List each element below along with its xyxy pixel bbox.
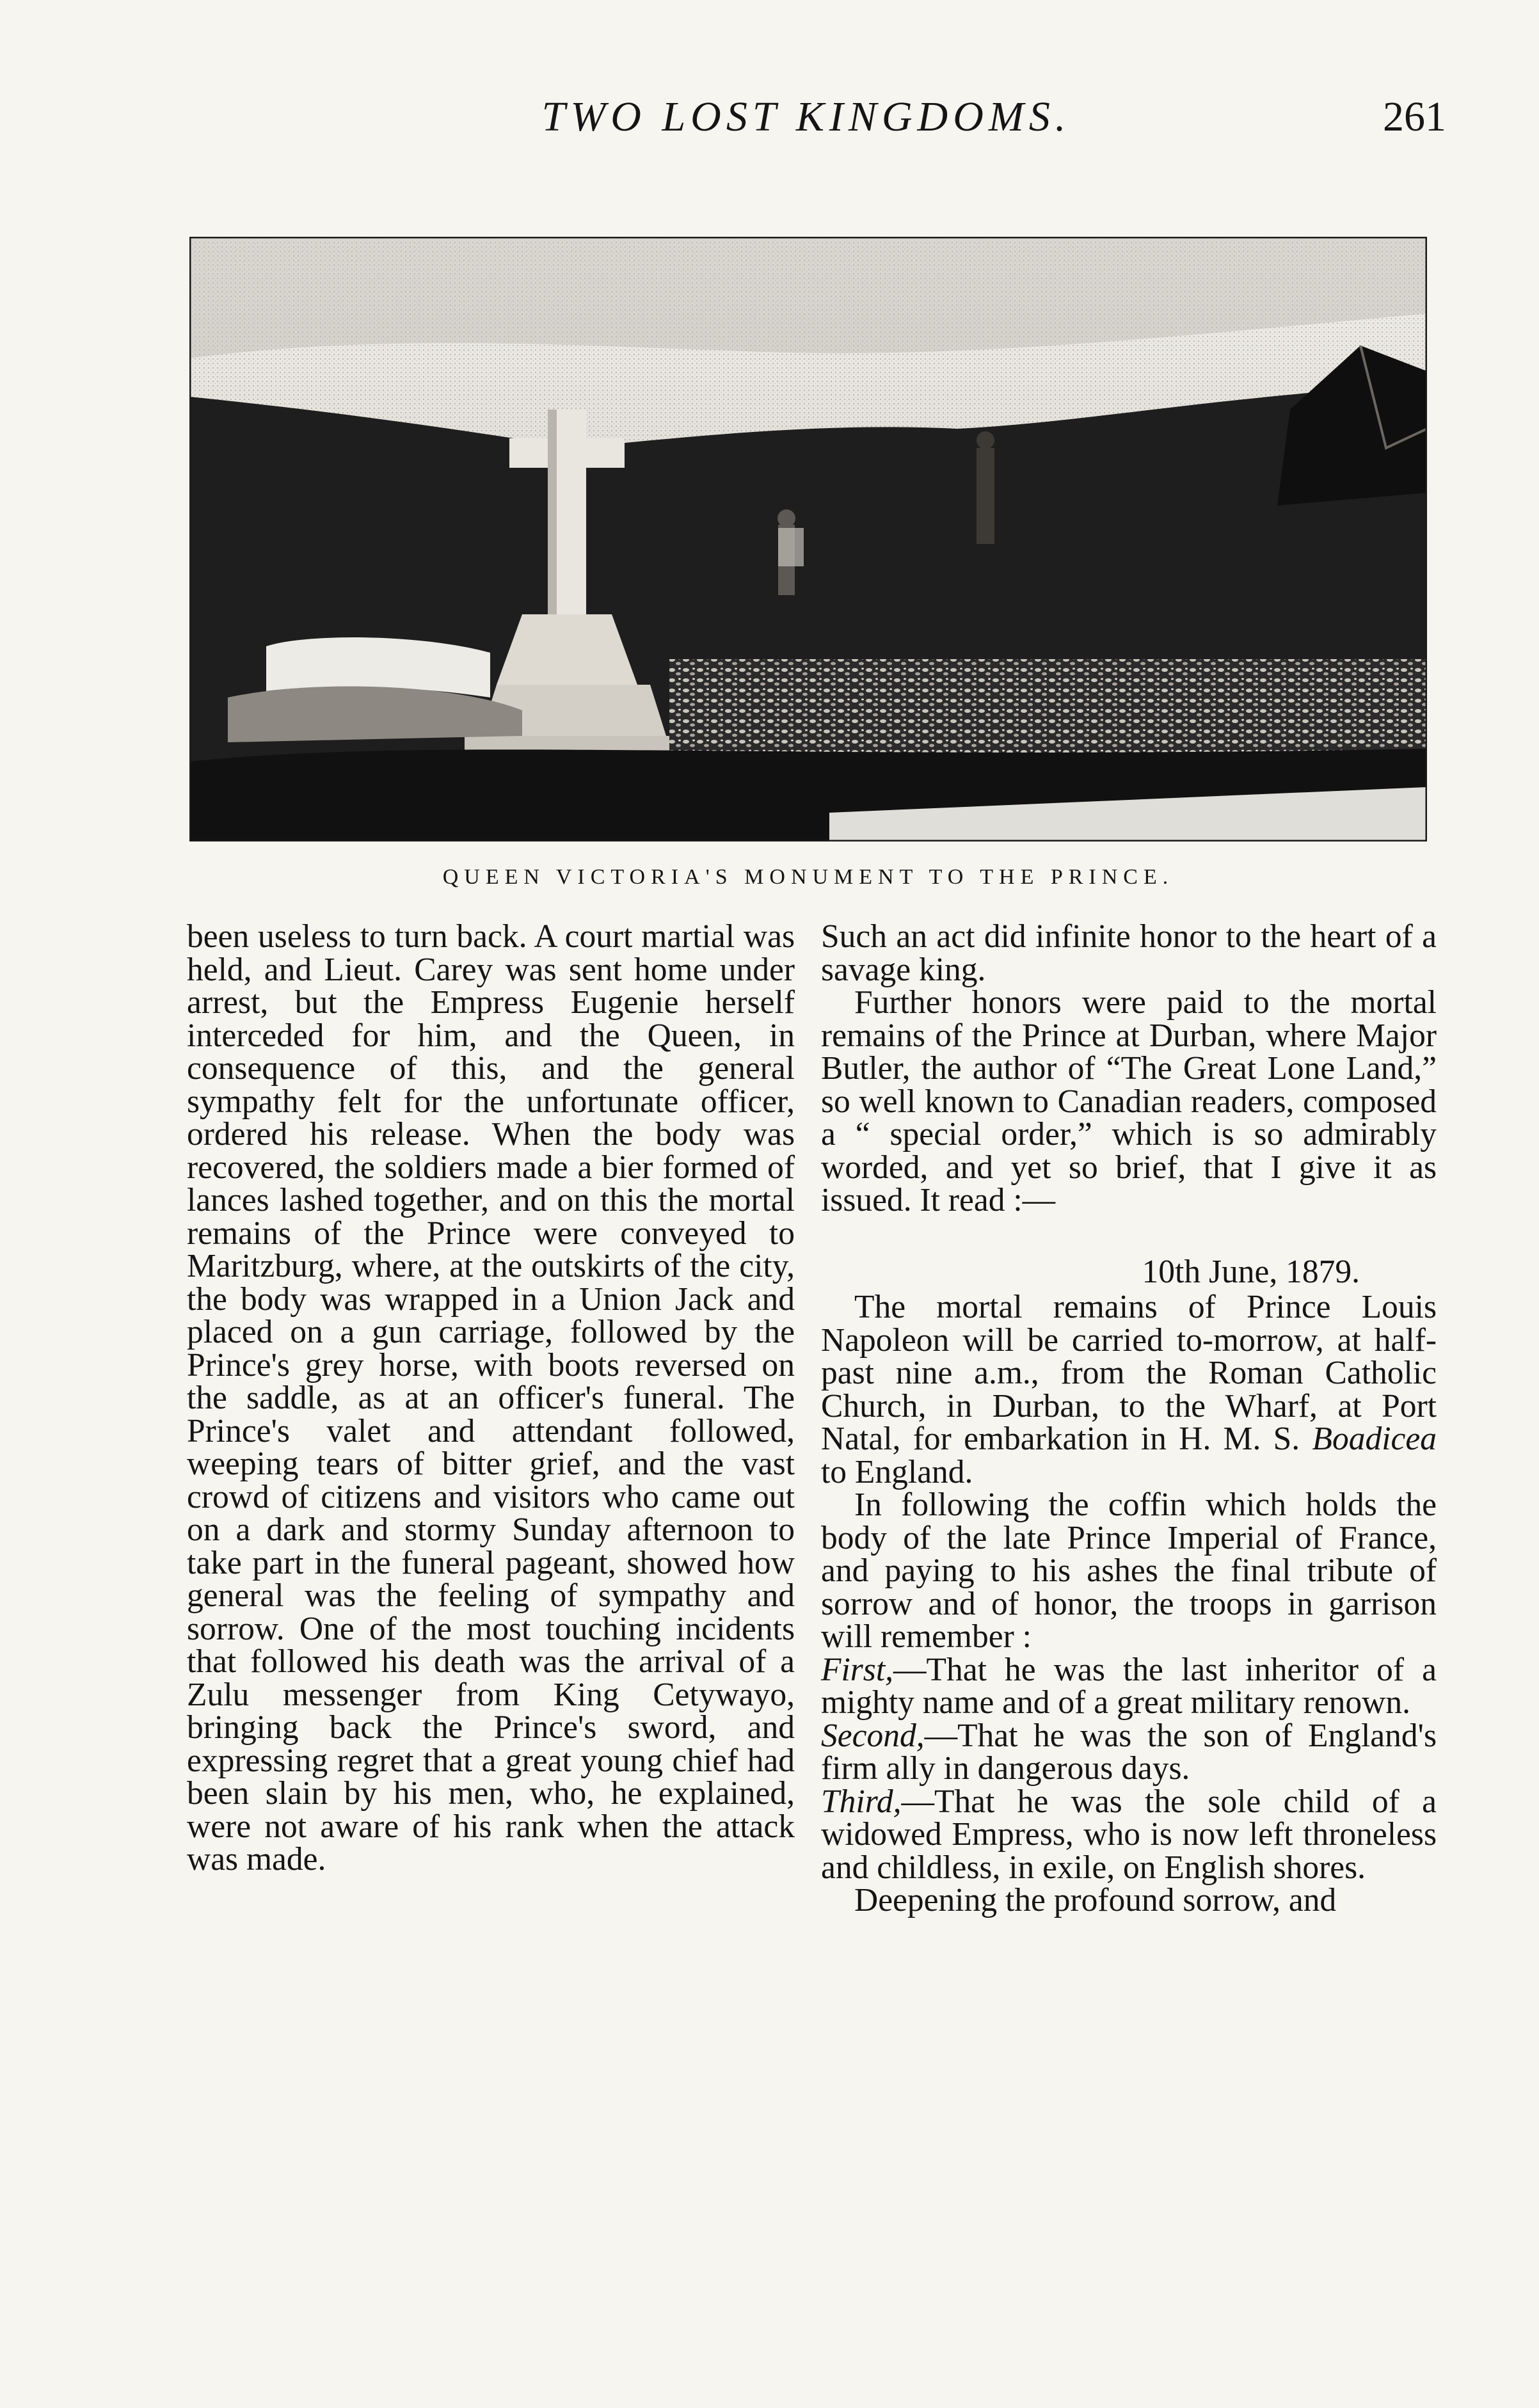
order-paragraph [821,1291,1437,1488]
monument-photograph [189,237,1427,841]
order-text: to England. [821,1453,973,1490]
right-paragraph: Such an act did infinite honor to the heart of a savage king. [821,918,1437,988]
order-item-first [821,1651,1437,1721]
photo-caption: QUEEN VICTORIA'S MONUMENT TO THE PRINCE. [442,865,1174,889]
order-paragraph: In following the coffin which holds the body of the late Prince Imperial of France, and paying to his ashes the final tribute of sorrow and of honor, the troops in garrison will remember : [821,1487,1437,1655]
item-label: Third, [821,1783,902,1820]
order-text: The mortal remains of Prince Louis Napoleon will be carried to-morrow, at half-past nine a.m., from the Roman Catholic Church, in Durban, to the Wharf, at Port Natal, for embarkation in H. M. S. [821,1289,1437,1457]
left-column [187,920,795,1876]
ship-name: Boadicea [1312,1421,1437,1457]
order-paragraph: Deepening the profound sorrow, and [854,1882,1337,1918]
item-label: Second, [821,1717,925,1754]
photo-figure [977,448,994,544]
item-label: First, [821,1651,894,1688]
item-text: —That he was the sole child of a widowed Empress, who is now left throneless and childless, in exile, on English shores. [821,1783,1437,1886]
order-item-third [821,1785,1437,1885]
right-column [821,920,1437,1917]
page-number: 261 [1383,93,1446,140]
order-item-second [821,1719,1437,1785]
item-text: —That he was the son of England's firm ally in dangerous days. [821,1717,1437,1787]
running-title: TWO LOST KINGDOMS. [541,93,1071,140]
page-header [0,0,1539,147]
left-paragraph: been useless to turn back. A court martial was held, and Lieut. Carey was sent home under arrest, but the Empress Eugenie herself interceded for him, and the Queen, in consequence of this, and the general sympathy felt for the unfortunate officer, ordered his release. When the body was recovered, the soldiers made a bier formed of lances lashed together, and on this the mortal remains of the Prince were conveyed to Maritzburg, where, at the outskirts of the city, the body was wrapped in a Union Jack and placed on a gun carriage, followed by the Prince's grey horse, with boots reversed on the saddle, as at an officer's funeral. The Prince's valet and attendant followed, weeping tears of bitter grief, and the vast crowd of citizens and visitors who came out on a dark and stormy Sunday afternoon to take part in the funeral pageant, showed how general was the feeling of sympathy and sorrow. One of the most touching incidents that followed his death was the arrival of a Zulu messenger from King Cetywayo, bringing back the Prince's sword, and expressing regret that a great young chief had been slain by his men, who, he explained, were not aware of his rank when the attack was made. [187,918,795,1878]
item-text: —That he was the last inheritor of a mighty name and of a great military renown. [821,1651,1437,1721]
right-paragraph: Further honors were paid to the mortal remains of the Prince at Durban, where Major Butler, the author of “The Great Lone Land,” so well known to Canadian readers, composed a “ special order,” which is so admirably worded, and yet so brief, that I give it as issued. It read :— [821,984,1437,1218]
order-dateline: 10th June, 1879. [1142,1253,1360,1290]
